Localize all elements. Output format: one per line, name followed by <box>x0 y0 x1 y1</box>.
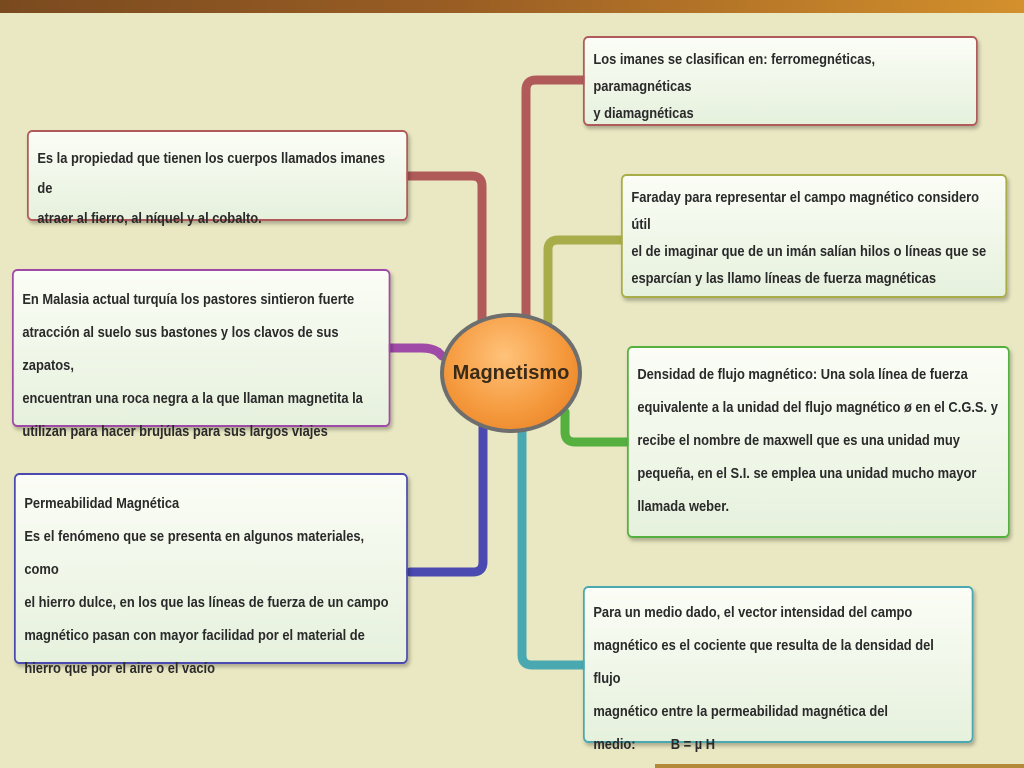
node-text-line: Densidad de flujo magnético: Una sola línea de fuerza <box>637 366 968 383</box>
node-text-line: hierro que por el aire o el vacío <box>24 660 216 677</box>
node-faraday <box>621 174 1007 298</box>
node-text-line: Para un medio dado, el vector intensidad del campo <box>593 604 913 621</box>
connector-malasia <box>390 348 442 356</box>
node-intensidad <box>583 586 973 753</box>
central-topic-node <box>440 313 582 433</box>
node-text-line: utilizan para hacer brujúlas para sus largos viajes <box>22 423 328 440</box>
connector-faraday <box>548 240 622 322</box>
node-text-line: pequeña, en el S.I. se emplea una unidad mucho mayor <box>637 465 977 482</box>
formula-row <box>593 728 963 761</box>
node-text-line: atracción al suelo sus bastones y los clavos de sus zapatos, <box>22 324 339 374</box>
node-text-line: y diamagnéticas <box>593 105 694 122</box>
node-text-line: equivalente a la unidad del flujo magnético ø en el C.G.S. y <box>637 399 998 416</box>
formula: B = µ H <box>670 736 716 753</box>
connector-permeabilidad <box>410 426 483 572</box>
node-densidad <box>627 346 1010 538</box>
connector-clasificacion <box>526 80 584 320</box>
node-text-line: atraer al fierro, al níquel y al cobalto. <box>37 210 262 227</box>
central-topic-label: Magnetismo <box>452 361 570 384</box>
connector-propiedad <box>408 176 482 322</box>
node-text-line: Los imanes se clasifican en: ferromegnéticas, paramagnéticas <box>593 51 876 95</box>
node-text-line: el de imaginar que de un imán salían hilos o líneas que se <box>631 243 987 260</box>
node-text-line: Permeabilidad Magnética <box>24 495 180 512</box>
formula-label: medio: <box>593 736 636 753</box>
connector-densidad <box>565 412 628 442</box>
node-malasia <box>12 269 390 440</box>
node-text-line: magnético entre la permeabilidad magnética del <box>593 703 888 720</box>
node-text-line: recibe el nombre de maxwell que es una unidad muy <box>637 432 960 449</box>
node-text-line: el hierro dulce, en los que las líneas de fuerza de un campo <box>24 594 389 611</box>
node-text-line: llamada weber. <box>637 498 730 515</box>
node-text-line: magnético es el cociente que resulta de la densidad del flujo <box>593 637 934 687</box>
node-text-line: magnético pasan con mayor facilidad por el material de <box>24 627 365 644</box>
node-text-line: En Malasia actual turquía los pastores sintieron fuerte <box>22 291 355 308</box>
node-permeabilidad <box>14 473 408 677</box>
node-clasificacion <box>583 36 978 126</box>
node-propiedad <box>27 130 408 227</box>
node-text-line: encuentran una roca negra a la que llaman magnetita la <box>22 390 363 407</box>
bottom-decorative-line <box>655 764 1024 768</box>
node-text-line: esparcían y las llamo líneas de fuerza magnéticas <box>631 270 937 287</box>
node-text-line: Es la propiedad que tienen los cuerpos llamados imanes de <box>37 150 386 197</box>
node-text-line: Faraday para representar el campo magnético considero útil <box>631 189 980 233</box>
node-text-line: Es el fenómeno que se presenta en algunos materiales, como <box>24 528 365 578</box>
connector-intensidad <box>522 430 584 665</box>
